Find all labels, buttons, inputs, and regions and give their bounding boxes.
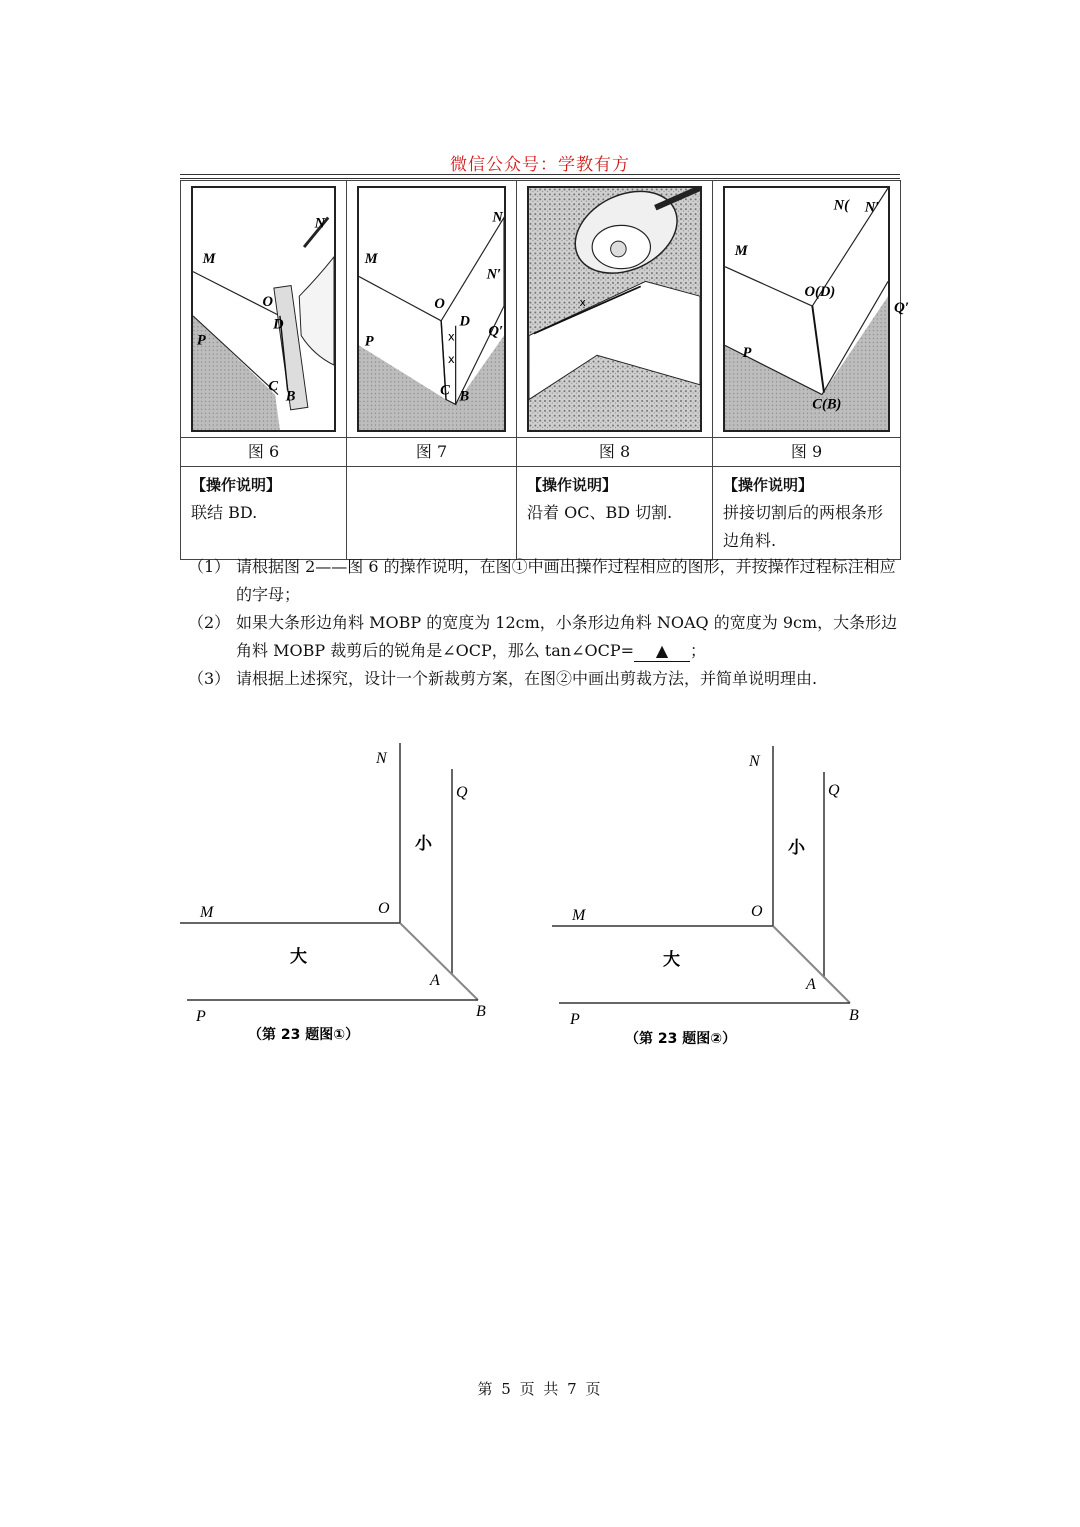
figure-9-illustration <box>723 186 890 432</box>
question-list <box>188 553 903 693</box>
svg-text:x: x <box>447 329 455 344</box>
label-B: B <box>459 388 470 405</box>
description-title: 【操作说明】 <box>191 476 282 494</box>
page-footer: 第 5 页 共 7 页 <box>477 1380 603 1398</box>
question-2 <box>188 609 903 665</box>
question-number: （3） <box>188 669 231 688</box>
point-N: N <box>376 750 387 767</box>
operation-table <box>180 180 901 560</box>
figure-9-cell <box>713 181 901 438</box>
figure-9-label-q-prime <box>892 294 920 322</box>
question-number: （2） <box>188 613 231 632</box>
answer-figures <box>0 735 1080 1065</box>
point-A: A <box>430 972 440 989</box>
figure-7-illustration <box>357 186 506 432</box>
figure-8-cell <box>517 181 713 438</box>
question-1 <box>188 553 903 609</box>
svg-text:x: x <box>579 295 586 310</box>
figure-2 <box>552 746 859 1047</box>
figure-1-caption: （第 23 题图①） <box>248 1027 360 1043</box>
point-M: M <box>572 907 586 924</box>
label-big: 大 <box>290 947 307 967</box>
question-text: 请根据图 2——图 6 的操作说明，在图①中画出操作过程相应的图形，并按操作过程标注相应的字母； <box>236 557 896 604</box>
point-N: N <box>749 753 760 770</box>
caption-figure-6: 图 6 <box>181 438 347 467</box>
label-Q-prime: Q′ <box>488 323 504 340</box>
caption-figure-9: 图 9 <box>713 438 901 467</box>
description-text: 联结 BD. <box>191 503 258 522</box>
label-D: D <box>273 316 284 333</box>
label-C: C <box>268 378 278 395</box>
label-B: B <box>285 388 296 405</box>
question-3 <box>188 665 903 693</box>
description-text: 拼接切割后的两根条形边角料. <box>723 503 884 550</box>
point-P: P <box>570 1011 580 1028</box>
header-watermark: 微信公众号：学教有方 <box>450 155 630 175</box>
label-C: C <box>440 382 450 399</box>
question-text-end: ； <box>690 641 707 660</box>
label-P: P <box>364 333 374 350</box>
label-small: 小 <box>788 838 805 858</box>
caption-figure-8: 图 8 <box>517 438 713 467</box>
label-big: 大 <box>663 950 680 970</box>
figure-7-cell <box>347 181 517 438</box>
description-text: 沿着 OC、BD 切割. <box>527 503 673 522</box>
description-8 <box>517 467 713 560</box>
label-M: M <box>364 250 378 267</box>
label-P: P <box>196 332 206 349</box>
label-O: O <box>262 293 273 311</box>
label-M: M <box>202 250 216 267</box>
label-M: M <box>734 242 748 259</box>
point-Q: Q <box>828 782 840 799</box>
label-O: O <box>434 295 445 313</box>
description-title: 【操作说明】 <box>527 476 618 494</box>
label-N-open: N( <box>833 197 850 214</box>
label-N: N <box>314 215 326 232</box>
figure-6-cell <box>181 181 347 438</box>
figure-2-caption: （第 23 题图②） <box>625 1031 737 1047</box>
label-N: N <box>492 209 503 226</box>
point-O: O <box>378 900 390 917</box>
label-small: 小 <box>415 834 432 854</box>
question-text-part: 如果大条形边角料 MOBP 的宽度为 12cm，小条形边角料 NOAQ 的宽度为 9cm，大条形边角料 MOBP 裁剪后的锐角是∠OCP，那么 tan∠OCP= <box>236 613 898 660</box>
description-6 <box>181 467 347 560</box>
header-rule-2 <box>180 178 900 179</box>
question-text <box>236 609 903 665</box>
figure-8-illustration <box>527 186 702 432</box>
label-C-B: C(B) <box>812 396 842 413</box>
label-Q-prime: Q′ <box>894 300 910 316</box>
label-D: D <box>459 313 471 330</box>
figure-6-illustration <box>191 186 336 432</box>
label-N-prime: N′ <box>486 266 502 283</box>
header-rule <box>180 174 900 175</box>
question-number: （1） <box>188 557 231 576</box>
description-7 <box>347 467 517 560</box>
point-P: P <box>196 1008 206 1025</box>
description-title: 【操作说明】 <box>723 476 814 494</box>
label-P: P <box>742 345 752 362</box>
description-9 <box>713 467 901 560</box>
point-M: M <box>200 904 214 921</box>
question-text: 请根据上述探究，设计一个新裁剪方案，在图②中画出剪裁方法，并简单说明理由. <box>236 669 818 688</box>
answer-blank[interactable]: ▲ <box>634 641 690 662</box>
label-N-prime: N′ <box>864 199 880 216</box>
figure-1 <box>180 743 486 1043</box>
svg-text:x: x <box>447 352 455 367</box>
point-Q: Q <box>456 784 468 801</box>
caption-figure-7: 图 7 <box>347 438 517 467</box>
point-A: A <box>806 976 816 993</box>
point-B: B <box>849 1007 859 1024</box>
point-B: B <box>476 1003 486 1020</box>
label-O-D: O(D) <box>804 284 836 301</box>
point-O: O <box>751 903 763 920</box>
